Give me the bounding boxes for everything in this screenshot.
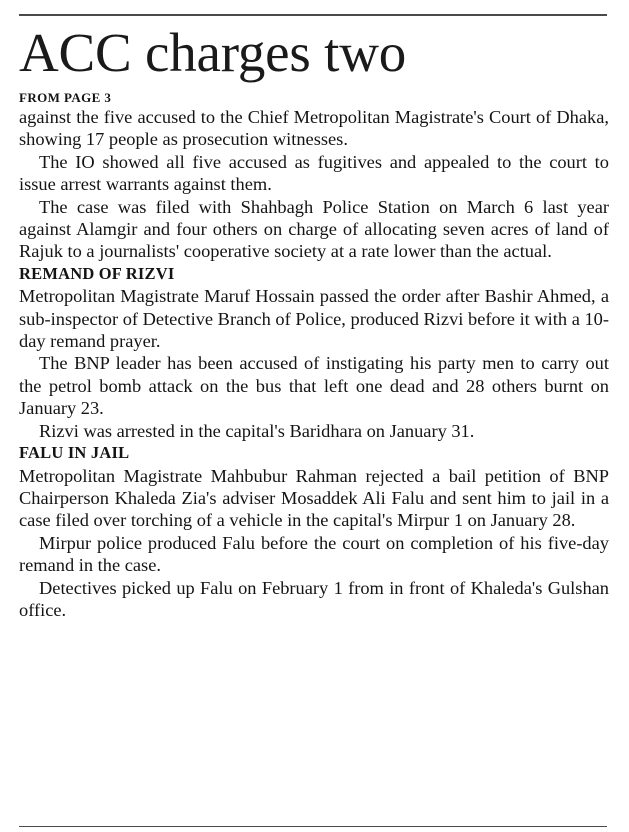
paragraph: The case was filed with Shahbagh Police Station on March 6 last year against Alamgir and four others on charge of allocating seven acres of land of Rajuk to a journalists' cooperative society at a rate lower than the actual. [19, 196, 609, 262]
paragraph: Rizvi was arrested in the capital's Baridhara on January 31. [39, 420, 475, 441]
news-article [19, 18, 609, 621]
paragraph: Detectives picked up Falu on February 1 from in front of Khaleda's Gulshan office. [19, 577, 609, 620]
continuation-label: FROM PAGE 3 [19, 90, 112, 105]
paragraph: The BNP leader has been accused of instigating his party men to carry out the petrol bomb attack on the bus that left one dead and 28 others burnt on January 23. [19, 353, 609, 419]
paragraph: The IO showed all five accused as fugitives and appealed to the court to issue arrest warrants against them. [19, 151, 609, 195]
paragraph: Metropolitan Magistrate Maruf Hossain passed the order after Bashir Ahmed, a sub-inspector of Detective Branch of Police, produced Rizvi before it with a 10-day remand prayer. [19, 286, 609, 352]
subheading-falu: FALU IN JAIL [19, 443, 130, 463]
headline: ACC charges two [19, 22, 407, 83]
paragraph: against the five accused to the Chief Metropolitan Magistrate's Court of Dhaka, showing 17 people as prosecution witnesses. [19, 107, 609, 150]
subheading-rizvi: REMAND OF RIZVI [19, 263, 175, 283]
bottom-rule [19, 826, 607, 827]
paragraph: Metropolitan Magistrate Mahbubur Rahman rejected a bail petition of BNP Chairperson Khaleda Zia's adviser Mosaddek Ali Falu and sent him to jail in a case filed over torching of a vehicle in the capital's Mirpur 1 on January 28. [19, 465, 609, 531]
top-rule [19, 14, 607, 16]
paragraph: Mirpur police produced Falu before the court on completion of his five-day remand in the case. [19, 532, 609, 576]
